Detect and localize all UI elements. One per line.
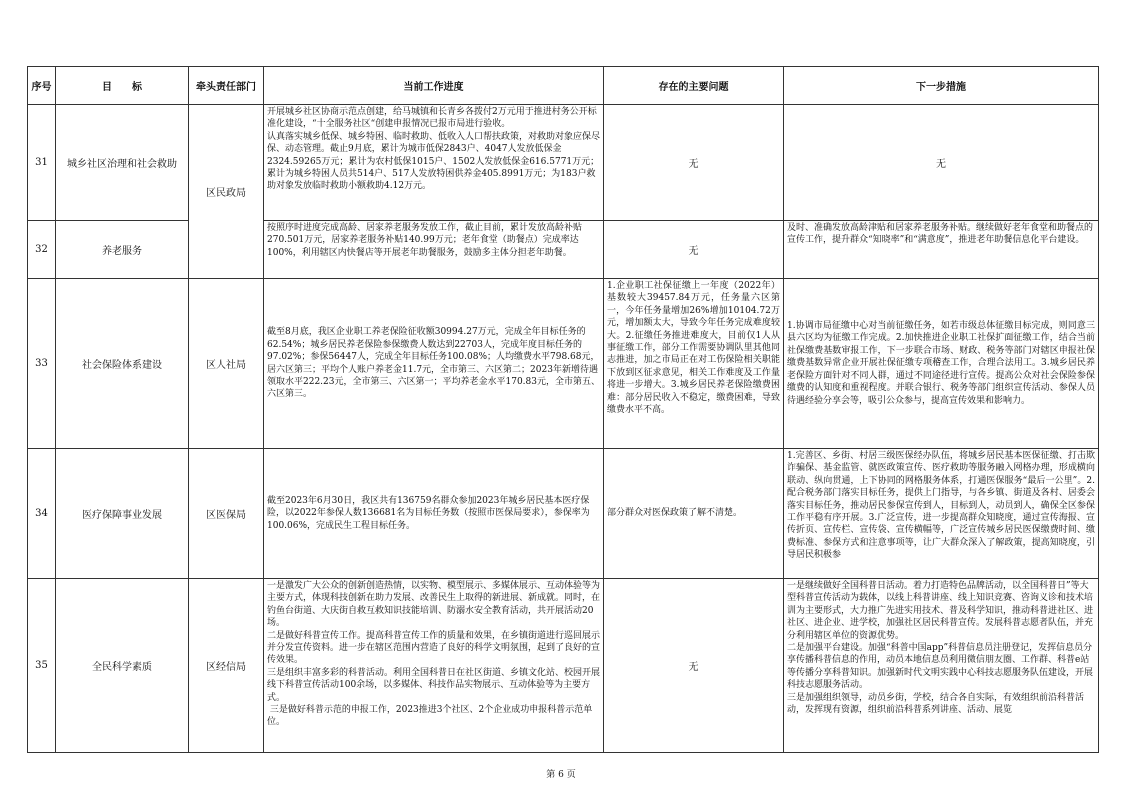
row-next: 1.协调市局征缴中心对当前征缴任务，如若市级总体征缴目标完成，则同意三县六区均为征缴工作完成。2.加快推进企业职工社保扩面征缴工作，结合当前社保缴费基数审报工作，下一步联合市场、财政、税务等部门对辖区申报社保缴费基数异常企业开展社保征缴专项稽查工作，合理合法用工。3.城乡居民养老保险方面针对不同人群，通过不同途径进行宣传。提高公众对社会保险参保缴费的认知度和重视程度。并联合银行、税务等部门组织宣传活动、参保人员待遇经验分享会等，吸引公众参与，提高宣传效果和影响力。 [784, 279, 1099, 449]
row-dept: 区民政局 [189, 105, 264, 279]
progress-table [27, 66, 1099, 753]
row-goal: 城乡社区治理和社会救助 [56, 105, 189, 221]
row-seq: 35 [28, 579, 56, 753]
table-row [28, 579, 1099, 753]
row-seq: 31 [28, 105, 56, 221]
header-dept: 牵头责任部门 [189, 67, 264, 105]
row-issues: 部分群众对医保政策了解不清楚。 [604, 449, 784, 579]
header-progress: 当前工作进度 [264, 67, 604, 105]
row-progress: 开展城乡社区协商示范点创建，给马城镇和长青乡各拨付2万元用于推进村务公开标准化建设，“十全服务社区“创建申报情况已报市局进行验收。 认真落实城乡低保、城乡特困、临时救助、低收入人口帮扶政策，对救助对象应保尽保、动态管理。截止9月底，累计为城市低保2843户、4047人发放低保金2324.59265万元；累计为农村低保1015户、1502人发放低保金616.5771万元；累计为城乡特困人员共514户、517人发放特困供养金405.8991万元；为183户救助对象发放临时救助小额救助4.12万元。 [264, 105, 604, 221]
row-progress: 按照序时进度完成高龄、居家养老服务发放工作，截止目前，累计发放高龄补贴270.501万元，居家养老服务补贴140.99万元；老年食堂（助餐点）完成率达100%，利用辖区内快餐店等开展老年助餐服务，鼓励多主体分担老年助餐。 [264, 221, 604, 279]
header-seq: 序号 [28, 67, 56, 105]
row-dept: 区医保局 [189, 449, 264, 579]
row-issues: 无 [604, 221, 784, 279]
row-seq: 32 [28, 221, 56, 279]
row-issues: 无 [604, 579, 784, 753]
page-number: 第 6 页 [546, 770, 576, 780]
row-seq: 33 [28, 279, 56, 449]
header-issues: 存在的主要问题 [604, 67, 784, 105]
table-row [28, 279, 1099, 449]
row-issues: 无 [604, 105, 784, 221]
table-row [28, 221, 1099, 279]
header-goal: 目 标 [56, 67, 189, 105]
row-dept: 区人社局 [189, 279, 264, 449]
header-next: 下一步措施 [784, 67, 1099, 105]
row-next: 无 [784, 105, 1099, 221]
row-dept: 区经信局 [189, 579, 264, 753]
row-progress: 一是激发广大公众的创新创造热情，以实物、模型展示、多媒体展示、互动体验等为主要方式，体现科技创新在助力发展、改善民生上取得的新进展、新成就。同时，在钓鱼台街道、大庆街自救互救知识技能培训、防溺水安全教育活动，共开展活动20场。 二是做好科普宣传工作。提高科普宣传工作的质量和效果，在乡镇街道进行巡回展示并分发宣传资料。进一步在辖区范围内营造了良好的科学文明氛围，起到了良好的宣传效果。 三是组织丰富多彩的科普活动。利用全国科普日在社区街道、乡镇文化站、校园开展线下科普宣传活动100余场，以多媒体、科技作品实物展示、互动体验等为主要方式。 三是做好科普示范的申报工作，2023推进3个社区、2个企业成功申报科普示范单位。 [264, 579, 604, 753]
row-next: 1.完善区、乡街、村居三级医保经办队伍，将城乡居民基本医保征缴、打击欺诈骗保、基金监管、就医政策宣传、医疗救助等服务融入网格办理，形成横向联动、纵向贯通，上下协同的网格服务体系，打通医保服务“最后一公里”。2.配合税务部门落实目标任务，提供上门指导，与各乡镇、街道及各村、居委会落实目标任务，推动居民参保宣传到人，目标到人，动员到人，确保全区参保工作平稳有序开展。3.广泛宣传，进一步提高群众知晓度，通过宣传海报、宣传折页、宣传栏、宣传袋、宣传横幅等，广泛宣传城乡居民医保缴费时间、缴费标准、参保方式和注意事项等，让广大群众深入了解政策，提高知晓度，引导居民积极参 [784, 449, 1099, 579]
row-goal: 全民科学素质 [56, 579, 189, 753]
row-progress: 截至2023年6月30日，我区共有136759名群众参加2023年城乡居民基本医疗保险，以2022年参保人数136681名为目标任务数（按照市医保局要求），参保率为100.06%，完成民生工程目标任务。 [264, 449, 604, 579]
row-goal: 社会保险体系建设 [56, 279, 189, 449]
row-seq: 34 [28, 449, 56, 579]
row-issues: 1.企业职工社保征缴上一年度（2022年）基数较大39457.84万元，任务量六区第一，今年任务量增加26%增加10104.72万元，增加额太大，导致今年任务完成难度较大。2.征缴任务推进难度大，目前仅1人从事征缴工作，部分工作需要协调队里其他同志推进，加之市局正在对工伤保险相关职能下放到区征求意见，相关工作难度及工作量将进一步增大。3.城乡居民养老保险缴费困难：部分居民收入不稳定，缴费困难，导致缴费水平不高。 [604, 279, 784, 449]
table-header-row [28, 67, 1099, 105]
row-progress: 截至8月底，我区企业职工养老保险征收额30994.27万元，完成全年目标任务的62.54%；城乡居民养老保险参保缴费人数达到22703人，完成年度目标任务的97.02%；参保56447人，完成全年目标任务100.08%；人均缴费水平798.68元，居六区第三；平均个人账户养老金11.7元，全市第三、六区第二；2023年新增待遇领取水平222.23元，全市第三、六区第一；平均养老金水平170.83元，全市第五、六区第三。 [264, 279, 604, 449]
table-row [28, 105, 1099, 221]
row-goal: 医疗保障事业发展 [56, 449, 189, 579]
row-goal: 养老服务 [56, 221, 189, 279]
table-row [28, 449, 1099, 579]
row-next: 及时、准确发放高龄津贴和居家养老服务补贴。继续做好老年食堂和助餐点的宣传工作，提升群众“知晓率”和“满意度”，推进老年助餐信息化平台建设。 [784, 221, 1099, 279]
row-next: 一是继续做好全国科普日活动。着力打造特色品牌活动，以全国科普日”等大型科普宣传活动为载体，以线上科普讲座、线上知识竞赛、咨询义诊和技术培训为主要形式，大力推广先进实用技术、普及科学知识，推动科普进社区、进社区、进企业、进学校，加强社区居民科普宣传。发展科普志愿者队伍，并充分利用辖区单位的资源优势。 二是加强平台建设。加强“科普中国app”科普信息员注册登记，发挥信息员分享传播科普信息的作用，动员本地信息员利用微信朋友圈、工作群、科普e站等传播分享科普知识。加强新时代文明实践中心科技志愿服务队伍建设，开展科技志愿服务活动。 三是加强组织领导，动员乡街，学校，结合各自实际，有效组织前沿科普活动，发挥现有资源，组织前沿科普系列讲座、活动、展览 [784, 579, 1099, 753]
